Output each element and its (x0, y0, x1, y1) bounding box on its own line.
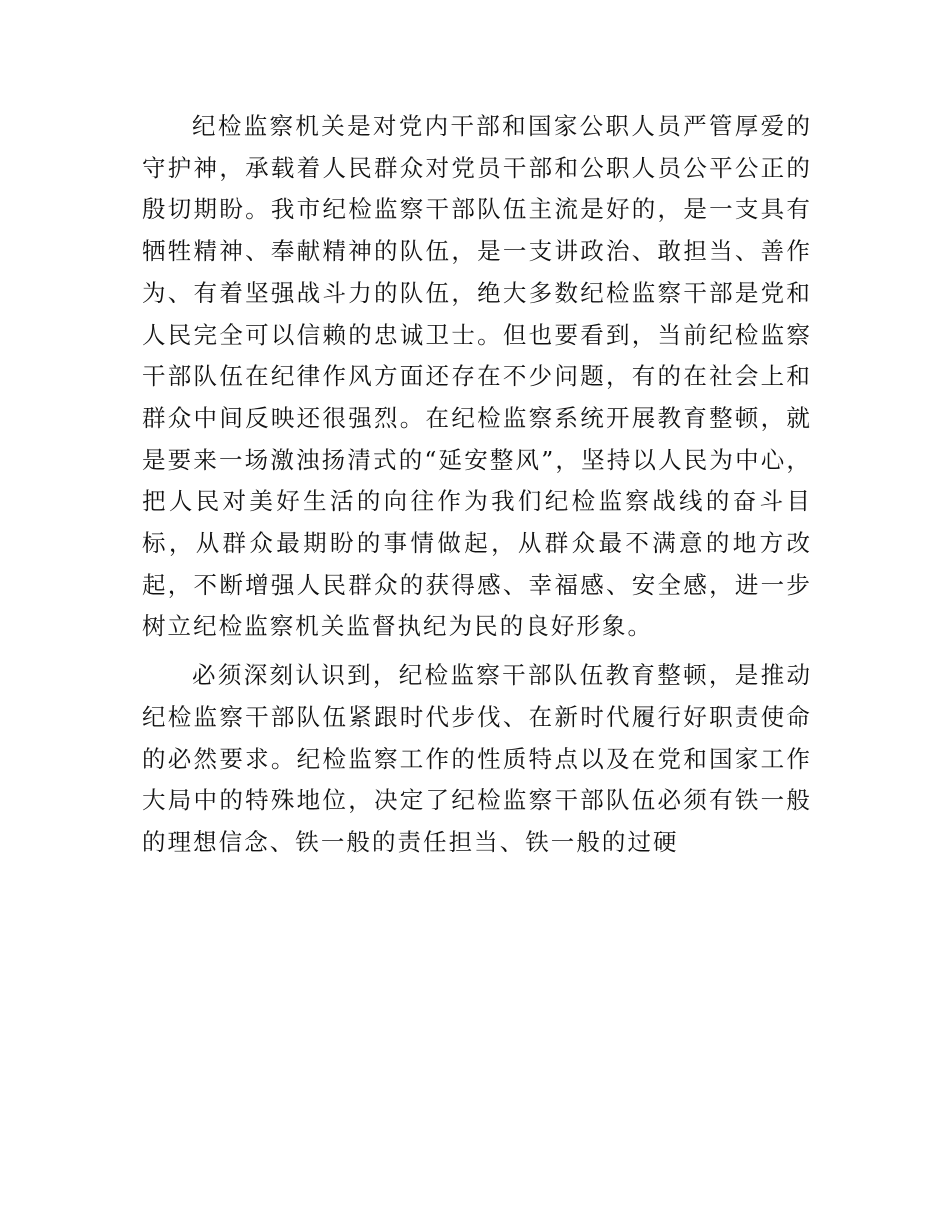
paragraph-2: 必须深刻认识到，纪检监察干部队伍教育整顿，是推动纪检监察干部队伍紧跟时代步伐、在新时代履行好职责使命的必然要求。纪检监察工作的性质特点以及在党和国家工作大局中的特殊地位，决定了纪检监察干部队伍必须有铁一般的理想信念、铁一般的责任担当、铁一般的过硬 (142, 661, 812, 856)
paragraph-1: 纪检监察机关是对党内干部和国家公职人员严管厚爱的守护神，承载着人民群众对党员干部和公职人员公平公正的殷切期盼。我市纪检监察干部队伍主流是好的，是一支具有牺牲精神、奉献精神的队伍，是一支讲政治、敢担当、善作为、有着坚强战斗力的队伍，绝大多数纪检监察干部是党和人民完全可以信赖的忠诚卫士。但也要看到，当前纪检监察干部队伍在纪律作风方面还存在不少问题，有的在社会上和群众中间反映还很强烈。在纪检监察系统开展教育整顿，就是要来一场激浊扬清式的“延安整风”，坚持以人民为中心，把人民对美好生活的向往作为我们纪检监察战线的奋斗目标，从群众最期盼的事情做起，从群众最不满意的地方改起，不断增强人民群众的获得感、幸福感、安全感，进一步树立纪检监察机关监督执纪为民的良好形象。 (142, 112, 812, 641)
document-page (142, 106, 812, 864)
